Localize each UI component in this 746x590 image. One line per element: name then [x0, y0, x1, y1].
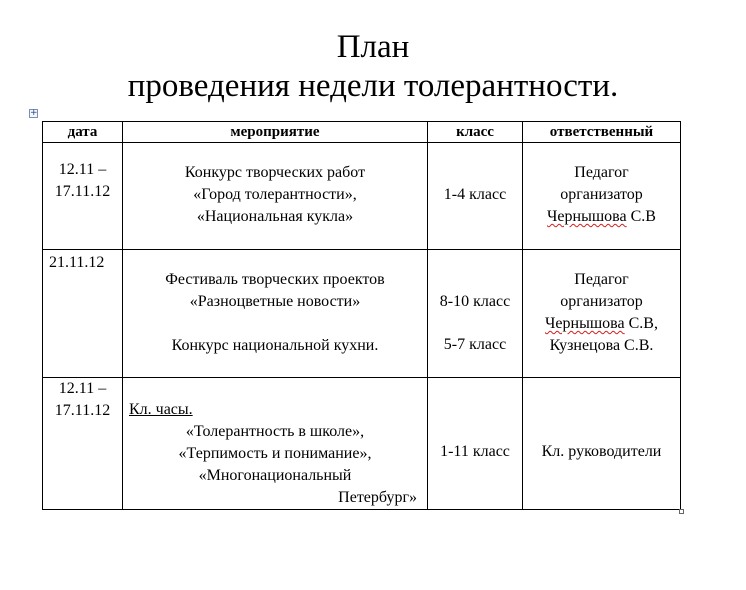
event-text: «Многонациональный [198, 467, 352, 484]
cell-responsible[interactable] [523, 378, 681, 510]
event-text: Конкурс национальной кухни. [171, 337, 379, 354]
plan-table [42, 121, 681, 510]
event-text: Фестиваль творческих проектов [165, 271, 385, 288]
page-title-line1: План [336, 29, 410, 65]
class-text: 8-10 класс [439, 293, 511, 310]
date-text: 21.11.12 [49, 254, 105, 271]
header-class: класс [428, 122, 523, 143]
cell-class[interactable] [428, 250, 523, 378]
table-row [43, 143, 681, 250]
event-text: Конкурс творческих работ [184, 164, 366, 181]
table-header-row [43, 122, 681, 143]
cell-responsible[interactable] [523, 143, 681, 250]
date-text: 17.11.12 [54, 402, 111, 419]
date-text: 12.11 – [58, 380, 107, 397]
table-row [43, 378, 681, 510]
event-title: Кл. часы. [129, 401, 193, 418]
date-text: 12.11 – [58, 161, 107, 178]
responsible-text: Педагог [574, 271, 629, 288]
event-text: «Национальная кукла» [196, 208, 354, 225]
event-text: «Толерантность в школе», [185, 423, 365, 440]
class-text: 1-4 класс [443, 186, 507, 203]
cell-event[interactable] [123, 143, 428, 250]
responsible-text: Кузнецова С.В. [549, 337, 654, 354]
responsible-text: Педагог [574, 164, 629, 181]
cell-class[interactable] [428, 143, 523, 250]
responsible-initials: С.В, [624, 315, 658, 332]
responsible-name: Чернышова [545, 315, 625, 332]
event-text: «Терпимость и понимание», [178, 445, 372, 462]
responsible-name: Чернышова [547, 208, 627, 225]
page-title-line2: проведения недели толерантности. [127, 68, 619, 104]
header-date: дата [43, 122, 123, 143]
responsible-text: организатор [560, 186, 643, 203]
class-text: 1-11 класс [440, 443, 510, 460]
responsible-text: Кл. руководители [541, 443, 662, 460]
header-event: мероприятие [123, 122, 428, 143]
event-text: «Разноцветные новости» [189, 293, 361, 310]
table-move-handle-icon[interactable]: + [30, 108, 38, 118]
cell-event[interactable] [123, 250, 428, 378]
class-text: 5-7 класс [443, 336, 507, 353]
event-text: «Город толерантности», [193, 186, 357, 203]
table-resize-handle[interactable] [679, 509, 684, 514]
table-row [43, 250, 681, 378]
header-responsible: ответственный [523, 122, 681, 143]
cell-event[interactable] [123, 378, 428, 510]
date-text: 17.11.12 [54, 183, 111, 200]
event-text: Петербург» [338, 489, 417, 506]
cell-date[interactable] [43, 250, 123, 378]
cell-date[interactable] [43, 143, 123, 250]
cell-date[interactable] [43, 378, 123, 510]
responsible-initials: С.В [626, 208, 656, 225]
cell-responsible[interactable] [523, 250, 681, 378]
responsible-text: организатор [560, 293, 643, 310]
cell-class[interactable] [428, 378, 523, 510]
